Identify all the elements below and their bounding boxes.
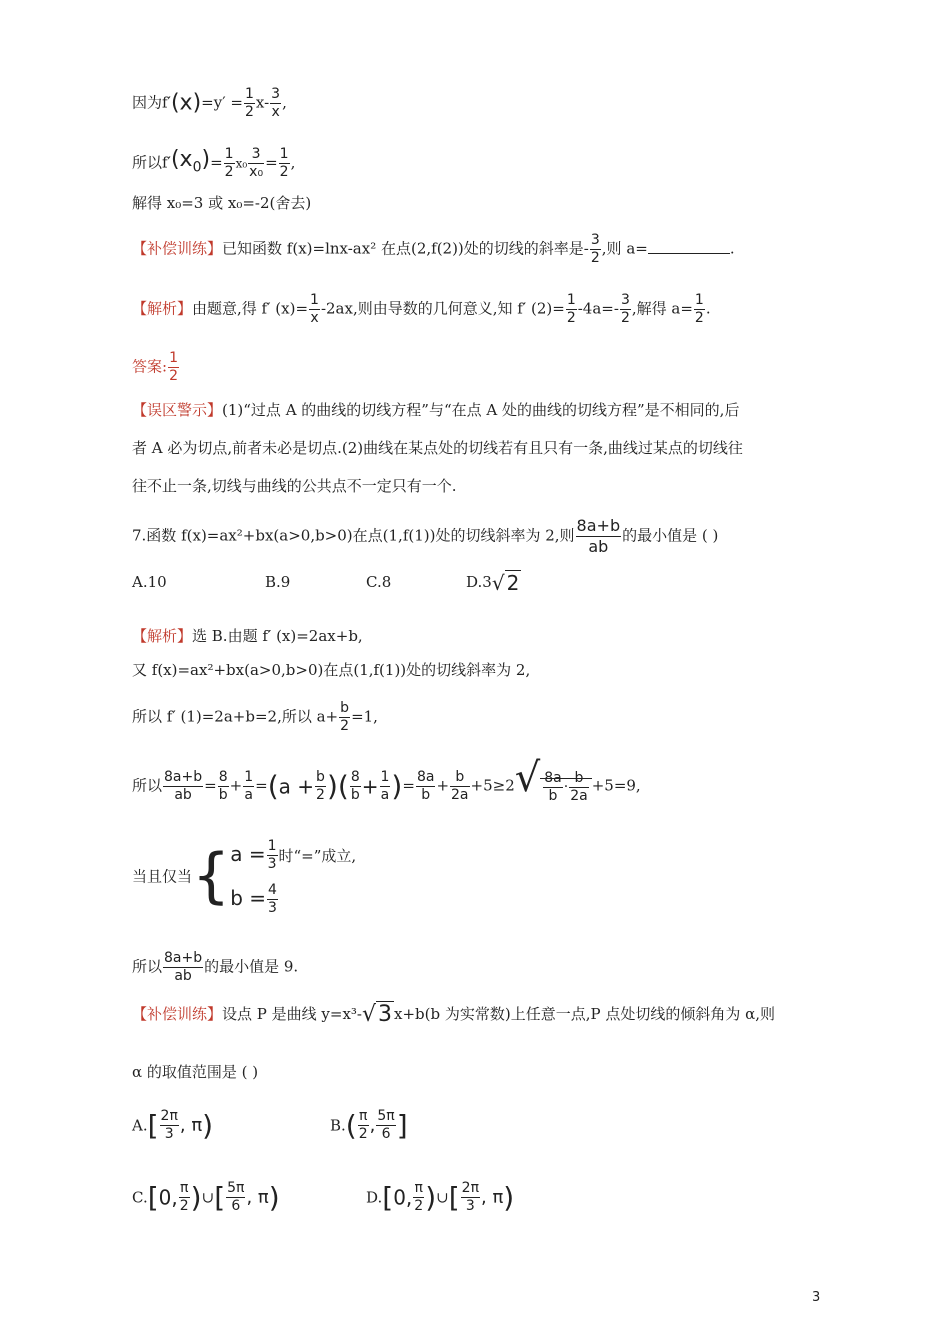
text: . [729,239,735,258]
fraction [224,146,235,181]
den: 3 [164,1126,174,1142]
num: 1 [279,146,289,162]
text: 选 B.由题 f′ (x)=2ax+b, [192,627,363,645]
paren-right: ) [202,1109,214,1142]
text: (1)“过点 A 的曲线的切线方程”与“在点 A 处的曲线的切线方程”是不相同的,后 [222,401,740,419]
den: ab [174,968,192,984]
analysis-7-conclusion [132,950,298,985]
text: +5=9, [591,776,641,795]
num: 2π [160,1108,178,1124]
text: + [361,774,379,799]
option-d-range [366,1180,514,1215]
den: 2a [570,787,588,804]
den: x₀ [249,164,264,180]
answer-blank [648,239,730,254]
analysis-7-line2: 又 f(x)=ax²+bx(a>0,b>0)在点(1,f(1))处的切线斜率为 2, [132,661,531,679]
num: 8a+b [164,950,203,966]
section-tag: 【误区警示】 [132,401,223,419]
num: 5π [377,1108,395,1124]
den: 2 [316,786,325,803]
fraction [267,882,278,917]
text: A. [132,1116,148,1135]
text: + [229,776,243,795]
fraction [243,769,254,804]
fraction [315,769,326,804]
den: a [244,786,253,803]
supplementary-problem-2-cont: α 的取值范围是 ( ) [132,1063,259,1081]
fraction [218,769,229,804]
fraction [350,769,361,804]
num: 4 [268,882,277,898]
text: + [436,776,450,795]
den: 2 [279,164,289,180]
num: 3 [590,232,600,248]
cases [230,832,356,920]
num: b [316,768,325,785]
text: -4a=- [577,299,619,318]
den: 2 [179,1198,189,1214]
sub: 0 [192,159,202,176]
text: = [204,776,217,795]
paren-left: ( [345,1109,357,1142]
num: 3 [248,146,264,164]
text: (x [170,146,193,172]
text: C. [132,1188,148,1207]
analysis-7-line3 [132,700,378,735]
text: , [282,93,287,112]
num: π [358,1108,368,1124]
paren-right: ) [268,1181,280,1214]
fraction [413,1180,424,1215]
fraction [694,292,705,327]
fraction [450,769,470,804]
num: 8 [218,768,228,785]
num: 8a+b [164,768,203,785]
fraction [590,232,601,267]
den: a [380,786,390,803]
num: b [340,700,350,716]
text: B. [330,1116,346,1135]
text: 所以 f′ (1)=2a+b=2,所以 a+ [132,707,339,726]
text: D.3 [466,573,492,591]
error-warning-cont2: 往不止一条,切线与曲线的公共点不一定只有一个. [132,477,457,495]
text: 所以 [132,957,163,976]
text: b = [230,886,267,910]
text: a = [230,842,266,866]
fraction [358,1108,369,1143]
fraction [416,769,436,804]
fraction [163,769,203,804]
den: 6 [381,1126,391,1142]
paren-right: ) [326,769,338,803]
text: x₀ [235,156,248,171]
den: 2 [590,250,600,266]
text: =y′ = [201,93,243,112]
union-symbol: ∪ [436,1188,449,1207]
text: ,则 a= [601,239,648,258]
den: 2 [244,104,254,120]
fraction [461,1180,480,1215]
text: , π [179,1115,203,1136]
section-tag: 【解析】 [132,627,193,645]
text: 时“=”成立, [278,847,357,865]
analysis-7-inequality [132,755,641,805]
den: 2 [566,310,576,326]
den: x [310,310,319,326]
num: 8 [350,768,360,785]
sqrt: √3 [362,1002,393,1027]
num: π [179,1180,189,1196]
error-warning-cont: 者 A 必为切点,前者未必是切点.(2)曲线在某点处的切线若有且只有一条,曲线过某点的切线往 [132,439,743,457]
fraction [576,516,622,557]
text: ,解得 a= [631,299,693,318]
text: 0, [393,1185,413,1210]
bracket-right: ] [396,1109,408,1142]
radicand: 3 [378,1002,393,1027]
paren-left: ( [267,769,279,803]
num: 1 [267,838,277,854]
option-a-range [132,1108,213,1143]
den: ab [588,537,609,556]
den: b [218,786,228,803]
fraction [160,1108,179,1143]
section-tag: 【解析】 [132,299,193,318]
text: , π [481,1187,504,1208]
section-tag: 【补偿训练】 [132,239,223,258]
brace: { [192,841,231,911]
num: 8a+b [576,516,621,535]
text: = [402,776,415,795]
text: 已知函数 f(x)=lnx-ax² 在点(2,f(2))处的切线的斜率是- [222,239,589,258]
fraction [380,769,391,804]
bracket-left: [ [448,1181,460,1214]
sqrt: √ $\frac{8a}{b}$ · $\frac{b}{2a}$ [515,768,592,805]
den: b [350,786,360,803]
den: 2 [340,718,350,734]
solution-line-fx0 [132,146,295,181]
paren-right: ) [425,1181,437,1214]
text: D. [366,1188,383,1207]
fraction [566,292,577,327]
den: 6 [231,1198,241,1214]
den: x [271,104,280,120]
option-d [466,572,521,593]
num: 1 [566,292,576,308]
supplementary-problem-1 [132,232,735,267]
den: 3 [465,1198,475,1214]
paren-right: ) [190,1181,202,1214]
option-c-range [132,1180,280,1215]
fraction [267,838,278,873]
text: -2ax,则由导数的几何意义,知 f′ (2)= [320,299,565,318]
text: = [255,776,268,795]
union-symbol: ∪ [201,1188,215,1207]
num: 1 [224,146,234,162]
supplementary-problem-2 [132,1004,775,1025]
option-c: C.8 [366,573,392,591]
bracket-left: [ [147,1109,159,1142]
text: · [563,779,569,795]
fraction [376,1108,395,1143]
num: 1 [244,768,254,785]
num: π [414,1180,423,1196]
bracket-left: [ [214,1181,226,1214]
fraction [270,86,281,121]
radicand [540,769,591,804]
den: 3 [267,856,277,872]
fraction [279,146,290,181]
text: . [705,299,711,318]
paren-right: ) [503,1181,515,1214]
text: 所以f′ [132,153,171,172]
answer-label: 答案: [132,357,168,376]
num: 3 [620,292,630,308]
text: 设点 P 是曲线 y=x³- [222,1005,362,1023]
num: 1 [169,350,178,366]
fraction [620,292,631,327]
paren-right: ) [391,769,403,803]
case-a [230,832,356,876]
num: 1 [310,292,319,308]
text: = [210,153,223,172]
option-b: B.9 [265,573,291,591]
num: b [450,769,470,787]
analysis-1 [132,292,711,327]
answer-line [132,350,180,385]
section-tag: 【补偿训练】 [132,1005,223,1023]
radicand: 2 [506,571,520,595]
den: 2 [358,1126,368,1142]
text: 的最小值是 9. [204,957,299,976]
num: 8a [544,769,562,786]
error-warning [132,400,739,420]
num: b [569,770,589,788]
sqrt: √ 2 [491,571,520,595]
solution-line-fprime [132,86,287,121]
text: 因为f′ [132,93,171,112]
text: = [265,153,278,172]
text: , [290,153,296,172]
text: =1, [351,707,378,726]
num: 3 [271,86,281,102]
fraction [569,770,589,805]
math-x0 [170,146,211,176]
text: ) [201,146,211,172]
text: x- [255,93,270,112]
bracket-left: [ [147,1181,159,1214]
den: 3 [268,900,277,916]
text: x+b(b 为实常数)上任意一点,P 点处切线的倾斜角为 α,则 [394,1005,776,1023]
den: 2a [451,786,469,803]
den: b [421,786,431,803]
fraction [248,146,264,181]
fraction [244,86,255,121]
den: 2 [694,310,704,326]
num: 5π [227,1180,245,1196]
math-x: (x) [170,90,202,116]
num: 1 [244,86,254,102]
text: 0, [158,1185,178,1210]
den: 2 [224,164,234,180]
den: 2 [169,368,178,384]
paren-left: ( [337,769,349,803]
num: 8a [416,768,435,785]
num: 1 [380,768,390,785]
den: b [548,787,558,804]
bracket-left: [ [382,1181,394,1214]
text: a + [278,774,315,799]
option-b-range [330,1108,408,1143]
fraction [163,950,203,985]
option-a: A.10 [132,573,167,591]
fraction [179,1180,190,1215]
fraction [339,700,350,735]
analysis-7-cases [132,832,356,920]
den: ab [174,786,192,803]
num: 2π [461,1180,480,1196]
text: 的最小值是 ( ) [622,526,719,545]
text: , π [246,1187,269,1208]
question-7 [132,516,718,557]
fraction [543,770,563,805]
text: , [369,1115,376,1136]
solution-line-result: 解得 x₀=3 或 x₀=-2(舍去) [132,194,312,212]
den: 2 [414,1198,424,1214]
text: 所以 [132,776,163,795]
den: 2 [620,310,630,326]
case-b [230,876,356,920]
text: 7.函数 f(x)=ax²+bx(a>0,b>0)在点(1,f(1))处的切线斜率为 2,则 [132,526,575,545]
num: 1 [694,292,704,308]
text: 由题意,得 f′ (x)= [192,299,309,318]
text: 当且仅当 [132,867,193,886]
fraction [226,1180,245,1215]
fraction [168,350,179,385]
page-number: 3 [812,1290,821,1305]
fraction [309,292,320,327]
text: +5≥2 [470,776,515,795]
analysis-7 [132,626,363,646]
